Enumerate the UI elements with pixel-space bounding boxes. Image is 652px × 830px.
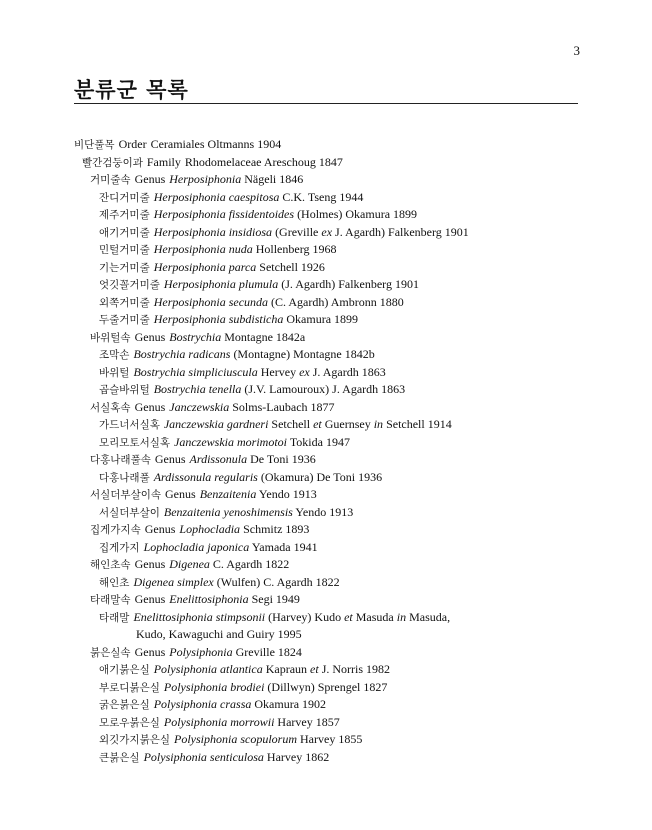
authority-part: Setchell bbox=[271, 417, 314, 431]
authority: C.K. Tseng 1944 bbox=[282, 189, 364, 204]
authority bbox=[271, 417, 451, 431]
taxon-species bbox=[74, 661, 584, 679]
authority-connective: et bbox=[313, 417, 322, 431]
korean-name: 다홍나래풀속 bbox=[90, 454, 151, 466]
taxon-species bbox=[74, 609, 584, 627]
korean-name: 비단풀목 bbox=[74, 139, 115, 151]
taxon-genus bbox=[74, 556, 584, 574]
scientific-name: Herposiphonia nuda bbox=[153, 242, 253, 256]
taxon-rank: Genus bbox=[134, 399, 166, 414]
authority: (Holmes) Okamura 1899 bbox=[297, 207, 418, 221]
authority: Hollenberg 1968 bbox=[255, 242, 337, 256]
taxon-genus bbox=[74, 521, 584, 539]
scientific-name: Janczewskia gardneri bbox=[163, 417, 269, 431]
taxon-species bbox=[74, 731, 584, 749]
authority-part: Kapraun bbox=[265, 662, 311, 676]
authority: (Montagne) Montagne 1842b bbox=[233, 347, 375, 361]
scientific-name: Rhodomelaceae Areschoug 1847 bbox=[184, 154, 343, 169]
scientific-name: Polysiphonia senticulosa bbox=[143, 749, 264, 764]
authority: Montagne 1842a bbox=[224, 329, 306, 344]
authority-connective: ex bbox=[299, 364, 310, 379]
authority: Segi 1949 bbox=[251, 592, 300, 606]
taxa-list bbox=[74, 136, 584, 766]
authority: (C. Agardh) Ambronn 1880 bbox=[271, 294, 404, 309]
authority-connective: in bbox=[396, 609, 407, 624]
scientific-name: Herposiphonia insidiosa bbox=[153, 224, 273, 239]
taxon-genus bbox=[74, 451, 584, 469]
korean-name: 빨간검둥이과 bbox=[82, 156, 143, 169]
taxon-rank: Genus bbox=[154, 452, 186, 466]
korean-name: 붉은실속 bbox=[90, 646, 131, 659]
korean-name: 서실더부살이 bbox=[99, 506, 160, 519]
taxon-continuation-line: Kudo, Kawaguchi and Guiry 1995 bbox=[136, 627, 302, 641]
scientific-name: Polysiphonia bbox=[169, 644, 233, 659]
taxon-species bbox=[74, 679, 584, 697]
korean-name: 굵은붉은실 bbox=[99, 699, 150, 711]
taxon-species bbox=[74, 206, 584, 224]
authority: Harvey 1855 bbox=[300, 732, 363, 746]
taxon-species bbox=[74, 276, 584, 294]
taxon-species bbox=[74, 714, 584, 732]
scientific-name: Janczewskia morimotoi bbox=[174, 434, 288, 449]
taxon-genus bbox=[74, 644, 584, 662]
scientific-name: Herposiphonia secunda bbox=[153, 294, 269, 309]
korean-name: 큰붉은실 bbox=[99, 751, 140, 764]
taxon-genus bbox=[74, 591, 584, 609]
authority: Yamada 1941 bbox=[251, 539, 318, 554]
authority: C. Agardh 1822 bbox=[212, 557, 290, 571]
taxon-genus bbox=[74, 329, 584, 347]
korean-name: 서실더부살이속 bbox=[90, 489, 162, 501]
korean-name: 가드너서실혹 bbox=[99, 419, 160, 431]
taxon-rank: Order bbox=[118, 137, 147, 151]
taxon-genus bbox=[74, 399, 584, 417]
taxon-species bbox=[74, 434, 584, 452]
taxon-species bbox=[74, 224, 584, 242]
korean-name: 조막손 bbox=[99, 349, 130, 361]
taxon-species bbox=[74, 696, 584, 714]
authority-connective: et bbox=[344, 609, 353, 624]
authority-connective: ex bbox=[321, 224, 333, 239]
authority: Schmitz 1893 bbox=[243, 522, 310, 536]
taxon-species bbox=[74, 469, 584, 487]
taxon-species bbox=[74, 381, 584, 399]
page-title: 분류군 목록 bbox=[74, 78, 189, 102]
korean-name: 곱슬바위털 bbox=[99, 384, 150, 396]
korean-name: 애기붉은실 bbox=[99, 664, 150, 676]
scientific-name: Herposiphonia caespitosa bbox=[153, 189, 280, 204]
title-divider bbox=[74, 103, 578, 104]
korean-name: 해인초속 bbox=[90, 559, 131, 571]
scientific-name: Herposiphonia subdisticha bbox=[153, 312, 284, 326]
scientific-name: Enelittosiphonia bbox=[169, 592, 249, 606]
authority-part: Guernsey bbox=[321, 417, 374, 431]
taxon-rank: Family bbox=[146, 154, 181, 169]
taxon-species bbox=[74, 749, 584, 767]
korean-name: 바위털속 bbox=[90, 331, 131, 344]
taxon-rank: Genus bbox=[165, 487, 196, 501]
korean-name: 해인초 bbox=[99, 576, 130, 589]
authority: De Toni 1936 bbox=[250, 452, 316, 466]
authority: Tokida 1947 bbox=[289, 434, 350, 449]
korean-name: 애기거미줄 bbox=[99, 226, 150, 239]
taxon-species bbox=[74, 311, 584, 329]
korean-name: 외깃가지붉은실 bbox=[99, 734, 171, 746]
scientific-name: Bostrychia simpliciuscula bbox=[133, 364, 258, 379]
korean-name: 두줄거미줄 bbox=[99, 314, 150, 326]
taxon-genus bbox=[74, 171, 584, 189]
korean-name: 기는거미줄 bbox=[99, 261, 150, 274]
authority: Yendo 1913 bbox=[295, 504, 354, 519]
taxon-genus bbox=[74, 486, 584, 504]
korean-name: 타래말 bbox=[99, 611, 130, 624]
taxon-species bbox=[74, 346, 584, 364]
korean-name: 서실혹속 bbox=[90, 401, 131, 414]
taxon-species bbox=[74, 416, 584, 434]
korean-name: 부로디붉은실 bbox=[99, 681, 160, 694]
taxon-rank: Genus bbox=[144, 522, 176, 536]
scientific-name: Herposiphonia bbox=[169, 172, 242, 186]
taxon-rank: Genus bbox=[134, 172, 166, 186]
authority: Solms-Laubach 1877 bbox=[232, 399, 335, 414]
taxon-rank: Genus bbox=[134, 644, 166, 659]
taxon-species bbox=[74, 189, 584, 207]
scientific-name: Bostrychia tenella bbox=[153, 382, 242, 396]
korean-name: 바위털 bbox=[99, 366, 130, 379]
authority: Yendo 1913 bbox=[258, 487, 317, 501]
scientific-name: Polysiphonia brodiei bbox=[163, 679, 265, 694]
authority-part: J. Norris 1982 bbox=[318, 662, 391, 676]
scientific-name: Polysiphonia scopulorum bbox=[174, 732, 298, 746]
authority: (J.V. Lamouroux) J. Agardh 1863 bbox=[244, 382, 406, 396]
taxon-rank: Genus bbox=[134, 592, 166, 606]
authority bbox=[268, 610, 450, 624]
scientific-name: Ardissonula bbox=[189, 452, 248, 466]
authority: (Okamura) De Toni 1936 bbox=[260, 469, 383, 484]
korean-name: 제주거미줄 bbox=[99, 209, 150, 221]
taxon-rank: Genus bbox=[134, 329, 166, 344]
scientific-name: Herposiphonia fissidentoides bbox=[153, 207, 295, 221]
authority bbox=[275, 225, 469, 239]
taxon-species bbox=[74, 504, 584, 522]
korean-name: 타래말속 bbox=[90, 594, 131, 606]
scientific-name: Lophocladia japonica bbox=[143, 539, 250, 554]
taxon-family bbox=[74, 154, 584, 172]
taxon-species bbox=[74, 539, 584, 557]
authority: (Dillwyn) Sprengel 1827 bbox=[267, 679, 388, 694]
authority: Okamura 1902 bbox=[254, 697, 327, 711]
scientific-name: Lophocladia bbox=[179, 522, 241, 536]
scientific-name: Benzaitenia yenoshimensis bbox=[163, 504, 293, 519]
authority-part: Masuda bbox=[352, 609, 397, 624]
scientific-name: Polysiphonia atlantica bbox=[153, 662, 263, 676]
korean-name: 다홍나래풀 bbox=[99, 471, 150, 484]
authority: Harvey 1857 bbox=[277, 714, 340, 729]
scientific-name: Polysiphonia morrowii bbox=[163, 714, 275, 729]
scientific-name: Bostrychia radicans bbox=[133, 347, 231, 361]
authority-connective: in bbox=[373, 417, 384, 431]
authority-part: (Greville bbox=[275, 224, 322, 239]
authority-connective: et bbox=[310, 662, 319, 676]
scientific-name: Janczewskia bbox=[169, 399, 230, 414]
authority bbox=[261, 365, 386, 379]
authority: Harvey 1862 bbox=[266, 749, 330, 764]
korean-name: 모로우붉은실 bbox=[99, 716, 160, 729]
authority: (Wulfen) C. Agardh 1822 bbox=[216, 574, 340, 589]
scientific-name: Polysiphonia crassa bbox=[153, 697, 252, 711]
page-number: 3 bbox=[573, 43, 580, 58]
authority: Setchell 1926 bbox=[259, 259, 325, 274]
authority-part: (Harvey) Kudo bbox=[268, 609, 345, 624]
authority: (J. Agardh) Falkenberg 1901 bbox=[281, 277, 419, 291]
authority-part: J. Agardh 1863 bbox=[309, 364, 386, 379]
authority: Nägeli 1846 bbox=[244, 172, 304, 186]
taxon-species bbox=[74, 259, 584, 277]
authority: Greville 1824 bbox=[235, 644, 302, 659]
taxon-species bbox=[74, 294, 584, 312]
korean-name: 엇깃꼴거미줄 bbox=[99, 279, 160, 291]
scientific-name: Bostrychia bbox=[169, 329, 222, 344]
scientific-name: Digenea bbox=[169, 557, 210, 571]
authority: Okamura 1899 bbox=[286, 312, 359, 326]
taxon-species bbox=[74, 574, 584, 592]
authority-part: Hervey bbox=[260, 364, 300, 379]
scientific-name: Ceramiales Oltmanns 1904 bbox=[150, 137, 282, 151]
korean-name: 잔디거미줄 bbox=[99, 191, 150, 204]
authority bbox=[266, 662, 390, 676]
scientific-name: Digenea simplex bbox=[133, 574, 214, 589]
scientific-name: Herposiphonia parca bbox=[153, 259, 257, 274]
scientific-name: Enelittosiphonia stimpsonii bbox=[133, 609, 266, 624]
taxon-rank: Genus bbox=[134, 557, 166, 571]
korean-name: 집게가지속 bbox=[90, 524, 141, 536]
authority-part: Setchell 1914 bbox=[383, 417, 452, 431]
korean-name: 외쪽거미줄 bbox=[99, 296, 150, 309]
authority-part: J. Agardh) Falkenberg 1901 bbox=[332, 224, 469, 239]
scientific-name: Ardissonula regularis bbox=[153, 469, 258, 484]
korean-name: 집게가지 bbox=[99, 541, 140, 554]
taxon-species bbox=[74, 241, 584, 259]
taxon-order bbox=[74, 136, 584, 154]
korean-name: 민털거미줄 bbox=[99, 244, 150, 256]
korean-name: 모리모토서실혹 bbox=[99, 436, 171, 449]
korean-name: 거미줄속 bbox=[90, 174, 131, 186]
scientific-name: Herposiphonia plumula bbox=[163, 277, 279, 291]
authority-part: Masuda, bbox=[406, 609, 451, 624]
scientific-name: Benzaitenia bbox=[199, 487, 257, 501]
taxon-species bbox=[74, 364, 584, 382]
